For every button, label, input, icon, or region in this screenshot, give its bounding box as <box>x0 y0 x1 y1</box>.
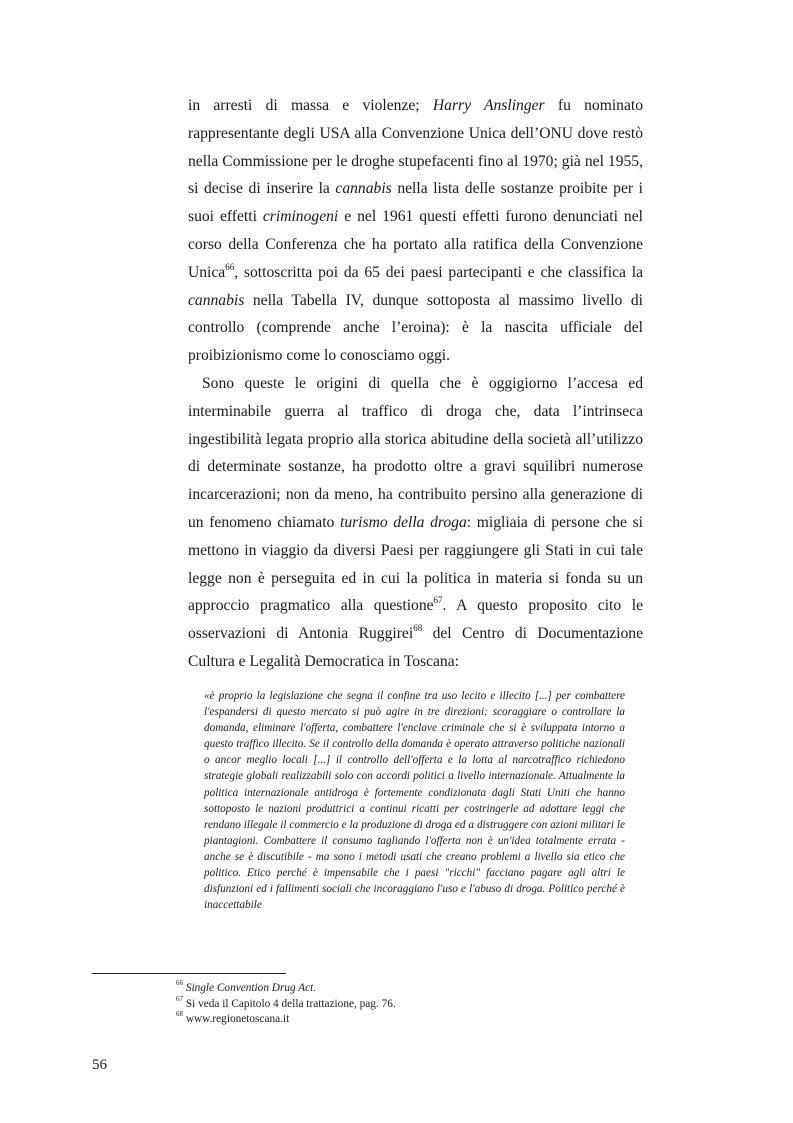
footnote-separator <box>92 973 286 974</box>
footnote-link[interactable]: www.regionetoscana.it <box>185 1013 290 1026</box>
footnote-66: $^{66}$ Single Convention Drug Act. <box>176 979 317 994</box>
paragraph-2: Sono queste le origini di quella che è oggigiorno l’accesa ed interminabile guerra al traffico di droga che, data l’intrinseca ingestibilità legata proprio alla storica abitudine della società all’utilizzo di determinate sostanze, ha prodotto oltre a gravi squilibri numerose incarcerazioni; non da meno, ha contribuito persino alla generazione di un fenomeno chiamato turismo della droga: migliaia di persone che si mettono in viaggio da diversi Paesi per raggiungere gli Stati in cui tale legge non è perseguita ed in cui la politica in materia si fonda su un approccio pragmatico alla questione$^{67}$. A questo proposito cito le osservazioni di Antonia Ruggirei$^{68}$ del Centro di Documentazione Cultura e Legalità Democratica in Toscana: <box>188 374 644 670</box>
footnote-68: $^{68}$ www.regionetoscana.it <box>176 1010 290 1026</box>
footnotes <box>176 981 636 1028</box>
footnote-ref-66[interactable]: 66 <box>225 261 235 272</box>
footnote-67: $^{67}$ Si veda il Capitolo 4 della trattazione, pag. 76. <box>176 994 396 1010</box>
body-text <box>188 92 643 676</box>
paragraph-1: in arresti di massa e violenze; Harry Anslinger fu nominato rappresentante degli USA alla Convenzione Unica dell’ONU dove restò nella Commissione per le droghe stupefacenti fino al 1970; già nel 1955, si decise di inserire la cannabis nella lista delle sostanze proibite per i suoi effetti criminogeni e nel 1961 questi effetti furono denunciati nel corso della Conferenza che ha portato alla ratifica della Convenzione Unica$^{66}$, sottoscritta poi da 65 dei paesi partecipanti e che classifica la cannabis nella Tabella IV, dunque sottoposta al massimo livello di controllo (comprende anche l’eroina): è la nascita ufficiale del proibizionismo come lo conosciamo oggi. <box>188 97 644 365</box>
italic-name: Harry Anslinger <box>432 97 545 114</box>
page-number: 56 <box>92 1057 107 1073</box>
block-quote: «è proprio la legislazione che segna il confine tra uso lecito e illecito [...] per combattere l'espandersi di questo mercato si può agire in tre direzioni: scoraggiare o controllare la domanda, eliminare l'offerta, combattere l'enclave criminale che si è sviluppata intorno a questo traffico illecito. Se il controllo della domanda è operato attraverso politiche nazionali o ancor meglio locali [...] il controllo dell'offerta e la lotta al narcotraffico richiedono strategie globali realizzabili solo con accordi politici a livello internazionale. Attualmente la politica internazionale antidroga è fortemente condizionata dagli Stati Uniti che hanno sottoposto le nazioni produttrici a continui ricatti per costringerle ad adottare leggi che rendano illegale il commercio e la produzione di droga ed a distruggere con azioni militari le piantagioni. Combattere il consumo tagliando l'offerta non è un'idea totalmente errata - anche se è discutibile - ma sono i metodi usati che creano problemi a livello sia etico che politico. Etico perché è impensabile che i paesi "ricchi" facciano pagare agli altri le disfunzioni ed i fallimenti sociali che incoraggiano l'uso e l'abuso di droga. Politico perché è inaccettabile <box>204 690 625 912</box>
footnote-ref-68[interactable]: 68 <box>413 622 423 633</box>
footnote-ref-67[interactable]: 67 <box>433 595 443 606</box>
